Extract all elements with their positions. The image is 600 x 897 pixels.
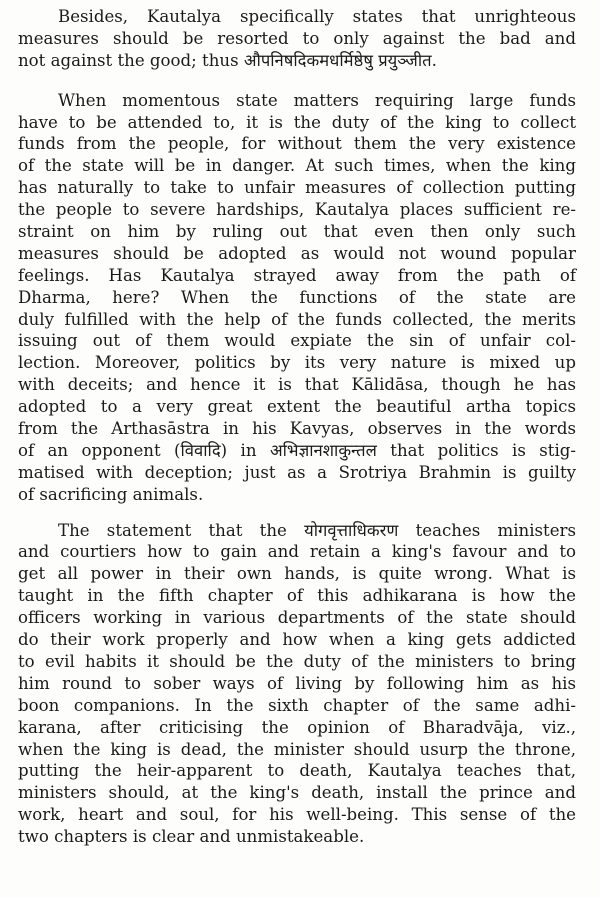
- text-line: When momentous state matters requiring large funds: [58, 90, 576, 110]
- text-line: matised with deception; just as a Srotriya Brahmin is guilty: [18, 462, 576, 482]
- text-line: officers working in various departments of the state should: [18, 608, 576, 628]
- text-line: duly fulfilled with the help of the funds collected, the merits: [18, 309, 576, 329]
- text-line: karana, after criticising the opinion of Bharadvāja, viz.,: [18, 717, 576, 737]
- text-line: taught in the fifth chapter of this adhikarana is how the: [18, 586, 576, 606]
- text-line: with deceits; and hence it is that Kālidāsa, though he has: [18, 375, 576, 395]
- text-line: work, heart and soul, for his well-being. This sense of the: [18, 805, 576, 825]
- text-line: of sacrificing animals.: [18, 484, 204, 504]
- paragraph-3: [18, 520, 576, 848]
- text-line: have to be attended to, it is the duty of the king to collect: [18, 112, 576, 132]
- text-line: the people to severe hardships, Kautalya places sufficient re-: [18, 200, 576, 220]
- text-line: to evil habits it should be the duty of the ministers to bring: [18, 651, 576, 671]
- text-line: Dharma, here? When the functions of the state are: [18, 287, 576, 307]
- text-line: him round to sober ways of living by following him as his: [18, 673, 576, 693]
- text-line: from the Arthasāstra in his Kavyas, observes in the words: [18, 419, 576, 439]
- text-line: not against the good; thus औपनिषदिकमधर्मिष्ठेषु प्रयुञ्जीत.: [18, 50, 437, 70]
- text-line: ministers should, at the king's death, install the prince and: [18, 783, 576, 803]
- text-line: of an opponent (विवादि) in अभिज्ञानशाकुन्तल that politics is stig-: [18, 440, 576, 460]
- text-line: when the king is dead, the minister should usurp the throne,: [18, 739, 576, 759]
- paragraph-2: [18, 90, 576, 506]
- paragraph-1: [18, 6, 576, 72]
- text-line: of the state will be in danger. At such times, when the king: [18, 156, 576, 176]
- text-line: funds from the people, for without them the very existence: [18, 134, 576, 154]
- text-line: adopted to a very great extent the beautiful artha topics: [18, 397, 576, 417]
- text-line: two chapters is clear and unmistakeable.: [18, 827, 365, 847]
- text-line: and courtiers how to gain and retain a king's favour and to: [18, 542, 576, 562]
- text-line: The statement that the योगवृत्ताधिकरण teaches ministers: [58, 520, 576, 540]
- text-line: feelings. Has Kautalya strayed away from the path of: [18, 265, 576, 285]
- text-line: boon companions. In the sixth chapter of the same adhi-: [18, 695, 576, 715]
- text-line: measures should be resorted to only against the bad and: [18, 28, 576, 48]
- text-line: issuing out of them would expiate the sin of unfair col-: [18, 331, 576, 351]
- text-line: get all power in their own hands, is quite wrong. What is: [18, 564, 576, 584]
- text-line: straint on him by ruling out that even then only such: [18, 222, 576, 242]
- text-line: measures should be adopted as would not wound popular: [18, 243, 576, 263]
- text-line: do their work properly and how when a king gets addicted: [18, 630, 576, 650]
- text-line: lection. Moreover, politics by its very nature is mixed up: [18, 353, 576, 373]
- text-line: putting the heir-apparent to death, Kautalya teaches that,: [18, 761, 576, 781]
- text-line: Besides, Kautalya specifically states that unrighteous: [58, 7, 576, 26]
- text-line: has naturally to take to unfair measures of collection putting: [18, 178, 576, 198]
